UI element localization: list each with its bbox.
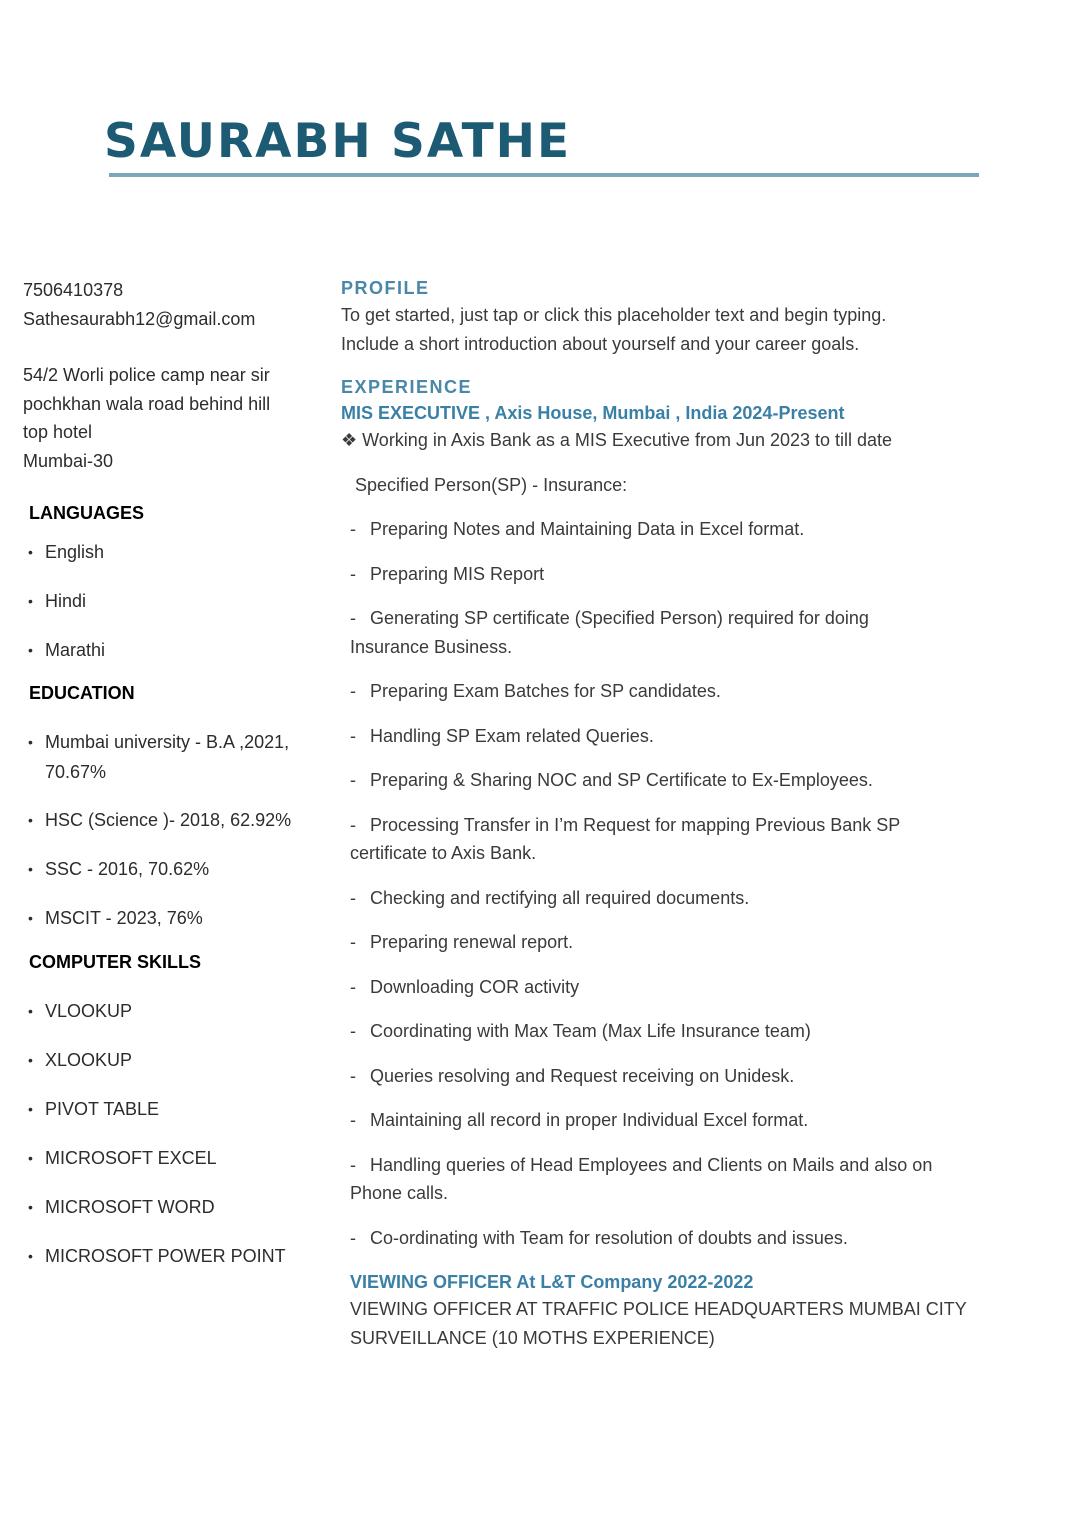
candidate-name: SAURABH SATHE — [104, 114, 572, 169]
education-item — [23, 727, 313, 787]
left-column — [23, 276, 313, 1271]
skill-item: • VLOOKUP — [23, 996, 313, 1026]
address-line: 54/2 Worli police camp near sir — [23, 365, 270, 385]
skill-item: • MICROSOFT POWER POINT — [23, 1241, 313, 1271]
education-item-line: 70.67% — [45, 762, 107, 782]
phone-number: 7506410378 — [23, 280, 124, 300]
right-column — [341, 275, 981, 1352]
education-item-line: Mumbai university - B.A ,2021, — [45, 732, 290, 752]
profile-heading: PROFILE — [341, 278, 430, 298]
education-list — [23, 727, 313, 933]
computer-skills-heading: COMPUTER SKILLS — [29, 952, 202, 972]
email-address: Sathesaurabh12@gmail.com — [23, 308, 256, 329]
skill-item: • MICROSOFT EXCEL — [23, 1143, 313, 1173]
experience-heading: EXPERIENCE — [341, 377, 473, 397]
duty-item: - Handling SP Exam related Queries. — [350, 725, 654, 746]
duty-item: - Preparing Exam Batches for SP candidates. — [350, 681, 721, 701]
education-item: • HSC (Science )- 2018, 62.92% — [23, 805, 313, 835]
duty-item: - Coordinating with Max Team (Max Life Insurance team) — [350, 1021, 811, 1041]
duty-item: - Handling queries of Head Employees and Clients on Mails and also on Phone calls. — [350, 1154, 933, 1203]
duty-item: - Preparing & Sharing NOC and SP Certificate to Ex-Employees. — [350, 770, 873, 790]
education-item: • MSCIT - 2023, 76% — [23, 903, 313, 933]
duty-item: - Downloading COR activity — [350, 976, 580, 997]
languages-list — [23, 537, 313, 665]
address-line: top hotel — [23, 422, 93, 442]
duty-item: - Co-ordinating with Team for resolution of doubts and issues. — [350, 1227, 848, 1248]
job-description-line: VIEWING OFFICER AT TRAFFIC POLICE HEADQUARTERS MUMBAI CITY — [350, 1299, 967, 1319]
address-line: Mumbai-30 — [23, 450, 114, 471]
skill-item: • XLOOKUP — [23, 1045, 313, 1075]
job-title: VIEWING OFFICER At L&T Company 2022-2022 — [350, 1272, 754, 1292]
duty-list — [341, 515, 981, 1252]
profile-text-line: Include a short introduction about yourself and your career goals. — [341, 333, 860, 354]
duty-item: - Generating SP certificate (Specified Person) required for doing Insurance Business. — [350, 608, 869, 657]
job-description-line: SURVEILLANCE (10 MOTHS EXPERIENCE) — [350, 1327, 715, 1348]
job-summary: ❖ Working in Axis Bank as a MIS Executive from Jun 2023 to till date — [341, 430, 893, 450]
education-heading: EDUCATION — [29, 683, 135, 703]
duty-item: - Checking and rectifying all required documents. — [350, 887, 750, 908]
duty-item: - Preparing MIS Report — [350, 563, 545, 584]
duty-item: - Processing Transfer in I’m Request for mapping Previous Bank SP certificate to Axis Bank. — [350, 814, 901, 863]
skills-list — [23, 996, 313, 1271]
name-underline — [109, 173, 979, 177]
skill-item: • MICROSOFT WORD — [23, 1192, 313, 1222]
address-line: pochkhan wala road behind hill — [23, 393, 271, 414]
education-item: • SSC - 2016, 70.62% — [23, 854, 313, 884]
skill-item: • PIVOT TABLE — [23, 1094, 313, 1124]
language-item: • Marathi — [23, 635, 313, 665]
job-subheading: Specified Person(SP) - Insurance: — [355, 474, 628, 495]
language-item: • English — [23, 537, 313, 567]
profile-text-line: To get started, just tap or click this placeholder text and begin typing. — [341, 305, 887, 325]
duty-item: - Preparing Notes and Maintaining Data in Excel format. — [350, 519, 805, 539]
duty-item: - Preparing renewal report. — [350, 932, 574, 952]
job-title: MIS EXECUTIVE , Axis House, Mumbai , India 2024-Present — [341, 403, 845, 423]
duty-item: - Maintaining all record in proper Individual Excel format. — [350, 1110, 809, 1130]
duty-item: - Queries resolving and Request receiving on Unidesk. — [350, 1065, 795, 1086]
languages-heading: LANGUAGES — [29, 503, 145, 523]
language-item: • Hindi — [23, 586, 313, 616]
